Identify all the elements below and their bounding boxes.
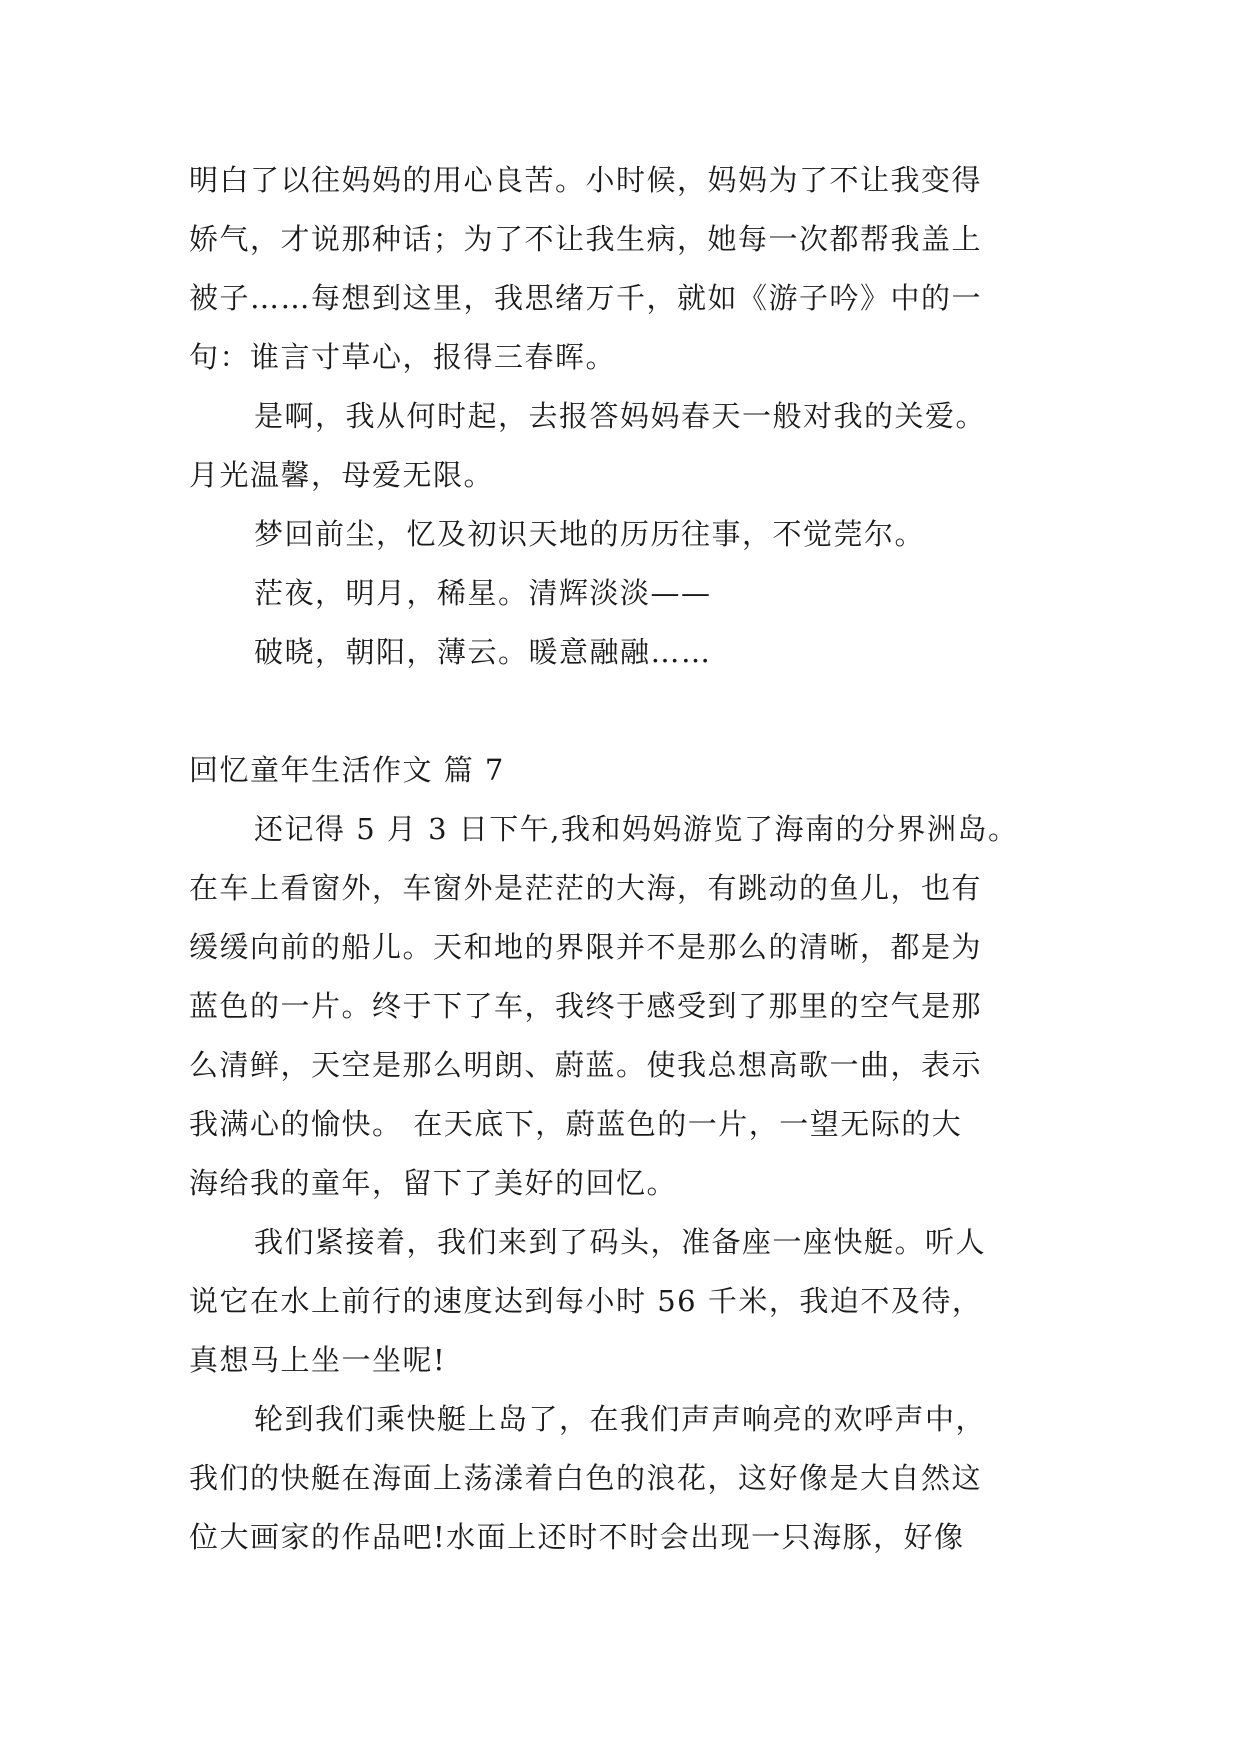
paragraph-first-line: 轮到我们乘快艇上岛了，在我们声声响亮的欢呼声中， xyxy=(254,1402,987,1436)
text-line: 被子……每想到这里，我思绪万千，就如《游子吟》中的一 xyxy=(189,281,983,315)
paragraph-first-line: 破晓，朝阳，薄云。暖意融融…… xyxy=(254,635,712,669)
paragraph-first-line: 梦回前尘，忆及初识天地的历历往事，不觉莞尔。 xyxy=(254,517,926,551)
text-line: 蓝色的一片。终于下了车，我终于感受到了那里的空气是那 xyxy=(189,989,983,1023)
text-line: 海给我的童年，留下了美好的回忆。 xyxy=(189,1166,678,1200)
text-line: 月光温馨，母爱无限。 xyxy=(189,458,495,492)
text-line: 位大画家的作品吧!水面上还时不时会出现一只海豚，好像 xyxy=(189,1520,965,1554)
paragraph-first-line: 茫夜，明月，稀星。清辉淡淡—— xyxy=(254,576,712,610)
paragraph-first-line: 还记得 5 月 3 日下午,我和妈妈游览了海南的分界洲岛。 xyxy=(254,812,1019,846)
text-line: 我满心的愉快。 在天底下，蔚蓝色的一片，一望无际的大 xyxy=(189,1107,963,1141)
text-line: 娇气，才说那种话；为了不让我生病，她每一次都帮我盖上 xyxy=(189,222,983,256)
paragraph-first-line: 是啊，我从何时起，去报答妈妈春天一般对我的关爱。 xyxy=(254,399,987,433)
text-line: 么清鲜，天空是那么明朗、蔚蓝。使我总想高歌一曲，表示 xyxy=(189,1048,983,1082)
text-line: 句：谁言寸草心，报得三春晖。 xyxy=(189,340,617,374)
text-line: 在车上看窗外，车窗外是茫茫的大海，有跳动的鱼儿，也有 xyxy=(189,871,983,905)
text-line: 说它在水上前行的速度达到每小时 56 千米，我迫不及待， xyxy=(189,1284,983,1318)
paragraph-first-line: 我们紧接着，我们来到了码头，准备座一座快艇。听人 xyxy=(254,1225,987,1259)
text-line: 我们的快艇在海面上荡漾着白色的浪花，这好像是大自然这 xyxy=(189,1461,983,1495)
section-heading: 回忆童年生活作文 篇 7 xyxy=(189,753,505,787)
text-line: 缓缓向前的船儿。天和地的界限并不是那么的清晰，都是为 xyxy=(189,930,983,964)
text-line: 真想马上坐一坐呢! xyxy=(189,1343,447,1377)
text-line: 明白了以往妈妈的用心良苦。小时候，妈妈为了不让我变得 xyxy=(189,163,983,197)
